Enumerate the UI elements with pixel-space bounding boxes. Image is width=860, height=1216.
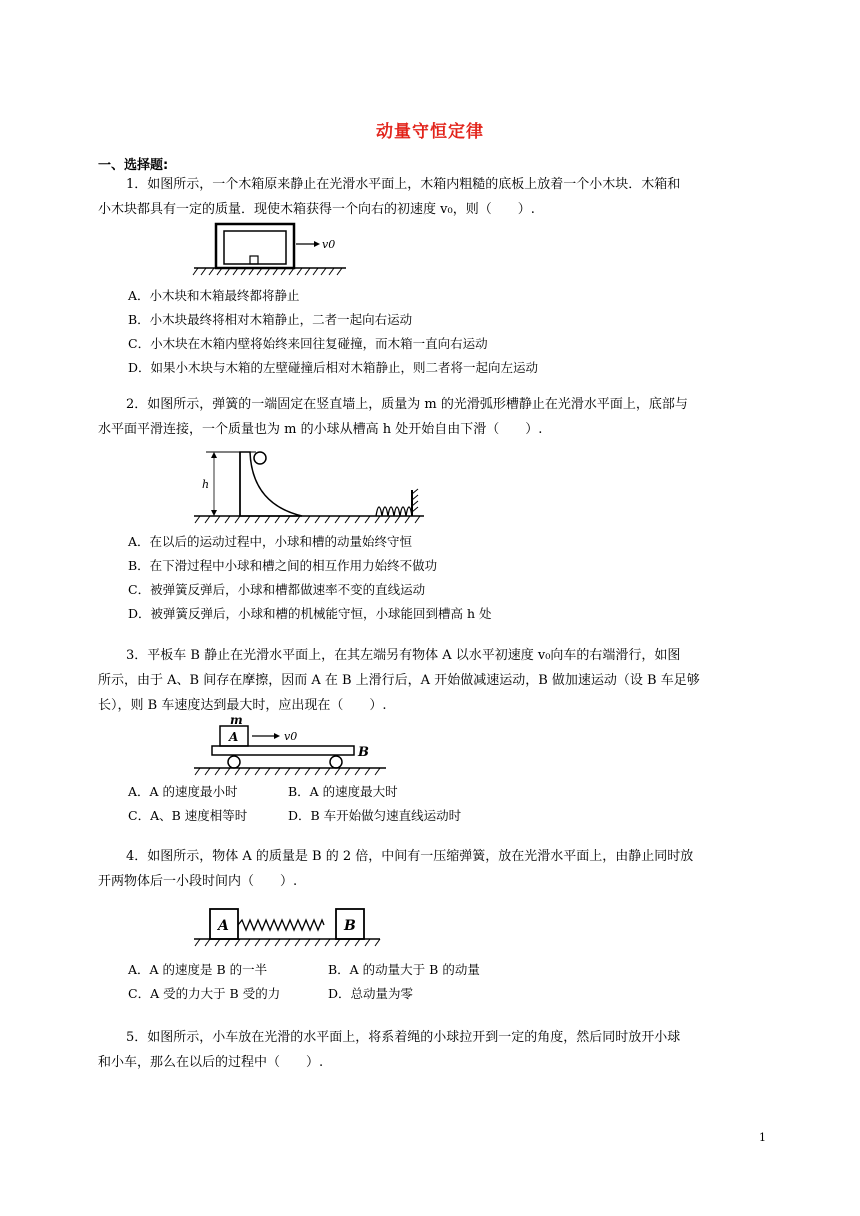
question-2-option-d: D．被弹簧反弹后，小球和槽的机械能守恒，小球能回到槽高 h 处 [128, 606, 492, 621]
question-3-option-c: C．A、B 速度相等时 [128, 808, 248, 823]
velocity-label: v0 [284, 730, 298, 743]
question-3-line-1: 3．平板车 B 静止在光滑水平面上，在其左端另有物体 A 以水平初速度 v₀向车的右端滑行，如图 [126, 648, 681, 663]
question-3-text [98, 643, 766, 718]
question-3-option-a: A．A 的速度最小时 [128, 784, 238, 799]
question-4-text [98, 844, 766, 894]
question-4-figure [190, 903, 390, 951]
height-arrowhead-down [211, 510, 217, 516]
cart-b-label: B [358, 745, 369, 760]
height-arrowhead-up [211, 452, 217, 458]
section-heading: 一、选择题: [98, 158, 169, 173]
question-2-line-1: 2．如图所示，弹簧的一端固定在竖直墙上，质量为 m 的光滑弧形槽静止在光滑水平面上，底部与 [126, 397, 688, 412]
question-3-line-3: 长），则 B 车速度达到最大时，应出现在（ ）. [98, 698, 387, 713]
question-3-figure [190, 712, 390, 778]
question-1-text [98, 172, 766, 222]
question-4-option-a: A．A 的速度是 B 的一半 [128, 962, 268, 977]
block-b-label: B [344, 918, 356, 934]
question-5-line-2: 和小车，那么在以后的过程中（ ）. [98, 1055, 324, 1070]
block-a-label: A [229, 730, 239, 744]
question-3-options-row-2 [128, 804, 461, 828]
velocity-arrowhead [274, 733, 280, 739]
question-1-option-c: C．小木块在木箱内壁将始终来回往复碰撞，而木箱一直向右运动 [128, 336, 488, 351]
spring [376, 507, 412, 516]
compressed-spring [238, 920, 324, 930]
height-label: h [202, 478, 210, 491]
question-3-options [128, 780, 461, 828]
question-2-option-a: A．在以后的运动过程中，小球和槽的动量始终守恒 [128, 534, 413, 549]
block-a-label: A [218, 918, 229, 934]
question-1-line-2: 小木块都具有一定的质量．现使木箱获得一个向右的初速度 v₀，则（ ）. [98, 202, 535, 217]
ball [254, 452, 266, 464]
question-4-line-2: 开两物体后一小段时间内（ ）. [98, 874, 298, 889]
velocity-label: v0 [322, 238, 336, 251]
question-4-option-b: B．A 的动量大于 B 的动量 [328, 962, 480, 977]
question-3-line-2: 所示，由于 A、B 间存在摩擦，因而 A 在 B 上滑行后，A 开始做减速运动，B 做加速运动（设 B 车足够 [98, 673, 700, 688]
question-1-option-d: D．如果小木块与木箱的左壁碰撞后相对木箱静止，则二者将一起向左运动 [128, 360, 539, 375]
ground-hatch [195, 939, 380, 946]
question-4-options-row-2 [128, 982, 480, 1006]
question-1-options [128, 284, 538, 380]
question-5-line-1: 5．如图所示，小车放在光滑的水平面上，将系着绳的小球拉开到一定的角度，然后同时放开小球 [126, 1030, 681, 1045]
question-4-option-d: D．总动量为零 [328, 986, 414, 1001]
wheel-right [330, 756, 342, 768]
question-2-option-b: B．在下滑过程中小球和槽之间的相互作用力始终不做功 [128, 558, 438, 573]
question-4-options [128, 958, 480, 1006]
question-1-option-b: B．小木块最终将相对木箱静止，二者一起向右运动 [128, 312, 413, 327]
arc-trough [240, 452, 302, 516]
question-4-line-1: 4．如图所示，物体 A 的质量是 B 的 2 倍，中间有一压缩弹簧，放在光滑水平面上，由静止同时放 [126, 849, 694, 864]
question-1-figure [190, 218, 350, 280]
question-1-option-a: A．小木块和木箱最终都将静止 [128, 288, 300, 303]
question-3-option-b: B．A 的速度最大时 [288, 784, 398, 799]
cart-b [212, 746, 354, 755]
question-3-options-row-1 [128, 780, 461, 804]
ground-hatch [195, 516, 420, 523]
page-number: 1 [759, 1131, 766, 1144]
wheel-left [228, 756, 240, 768]
question-5-text [98, 1025, 766, 1075]
crate-inner [224, 231, 286, 264]
small-block [250, 256, 258, 264]
question-2-options [128, 530, 492, 626]
question-4-option-c: C．A 受的力大于 B 受的力 [128, 986, 281, 1001]
ground-hatch [195, 768, 380, 775]
question-1-line-1: 1．如图所示，一个木箱原来静止在光滑水平面上，木箱内粗糙的底板上放着一个小木块．木箱和 [126, 177, 681, 192]
page-title: 动量守恒定律 [376, 122, 484, 142]
question-2-line-2: 水平面平滑连接，一个质量也为 m 的小球从槽高 h 处开始自由下滑（ ）. [98, 422, 543, 437]
mass-label: m [230, 713, 243, 727]
question-4-options-row-1 [128, 958, 480, 982]
question-2-option-c: C．被弹簧反弹后，小球和槽都做速率不变的直线运动 [128, 582, 426, 597]
question-2-text [98, 392, 766, 442]
question-3-option-d: D．B 车开始做匀速直线运动时 [288, 808, 462, 823]
question-2-figure [190, 446, 440, 526]
velocity-arrowhead [314, 241, 320, 247]
